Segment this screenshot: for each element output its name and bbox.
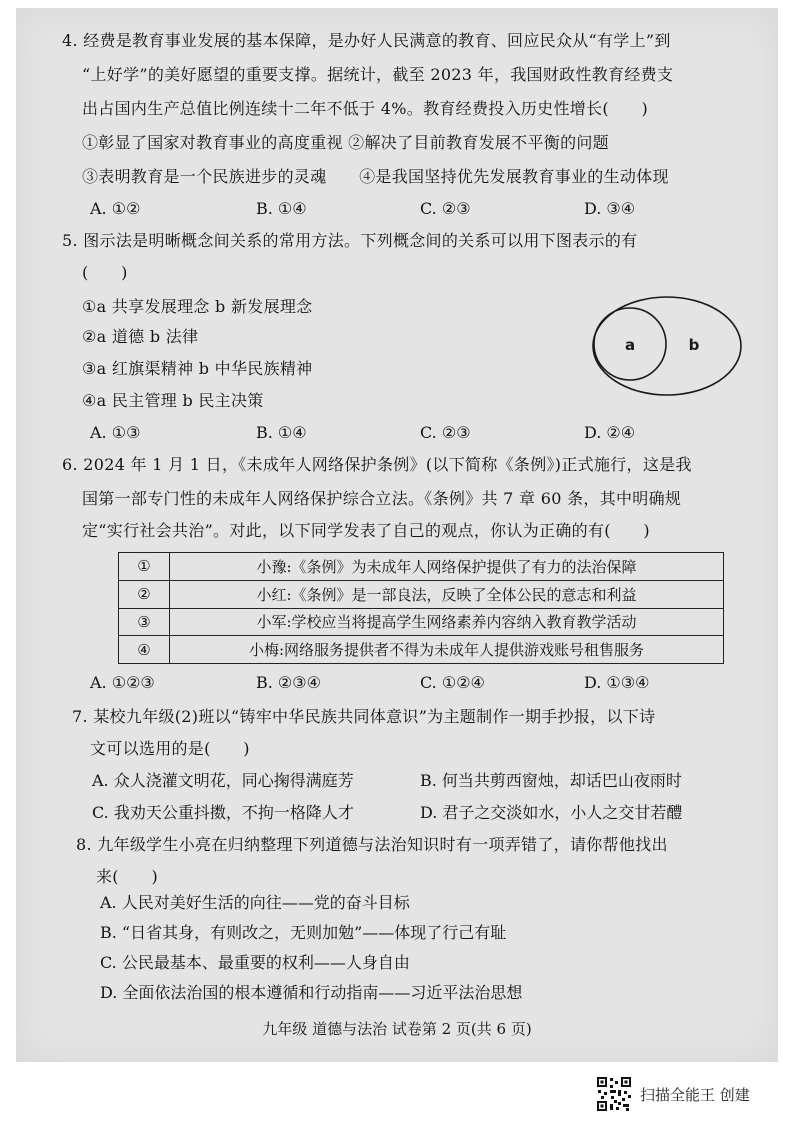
table-cell-num: ③ [119, 608, 170, 636]
q4-line-2: “上好学”的美好愿望的重要支撑。据统计，截至 2023 年，我国财政性教育经费支 [82, 65, 674, 84]
table-cell-num: ② [119, 580, 170, 608]
q8-option-a: A. 人民对美好生活的向往——党的奋斗目标 [100, 893, 410, 912]
q5-option-d: D. ②④ [584, 423, 636, 442]
table-row [119, 608, 724, 636]
label-b: b [688, 336, 700, 354]
q6-line-3: 定“实行社会共治”。对此，以下同学发表了自己的观点，你认为正确的有( ) [82, 521, 650, 540]
q5-option-a: A. ①③ [90, 423, 141, 442]
q5-line-1: 5. 图示法是明晰概念间关系的常用方法。下列概念间的关系可以用下图表示的有 [62, 231, 638, 250]
q4-line-3: 出占国内生产总值比例连续十二年不低于 4%。教育经费投入历史性增长( ) [82, 99, 649, 118]
table-cell-text: 小梅:网络服务提供者不得为未成年人提供游戏账号租售服务 [170, 636, 724, 664]
q4-option-c: C. ②③ [420, 199, 471, 218]
q6-line-1: 6. 2024 年 1 月 1 日，《未成年人网络保护条例》(以下简称《条例》)正式施行，这是我 [62, 455, 692, 474]
q5-option-c: C. ②③ [420, 423, 471, 442]
table-row [119, 553, 724, 581]
opinion-table [118, 552, 724, 664]
q6-option-a: A. ①②③ [90, 673, 155, 692]
q7-option-a: A. 众人浇灌文明花，同心掬得满庭芳 [92, 771, 354, 790]
q5-option-b: B. ①④ [256, 423, 307, 442]
table-cell-text: 小豫:《条例》为未成年人网络保护提供了有力的法治保障 [170, 553, 724, 581]
exam-page [16, 8, 778, 1062]
q7-line-2: 文可以选用的是( ) [90, 739, 250, 758]
venn-diagram [590, 294, 746, 398]
q4-option-b: B. ①④ [256, 199, 307, 218]
q4-option-d: D. ③④ [584, 199, 636, 218]
q8-option-b: B. “日省其身，有则改之，无则加勉”——体现了行己有耻 [100, 923, 507, 942]
table-cell-num: ① [119, 553, 170, 581]
table-cell-text: 小红:《条例》是一部良法，反映了全体公民的意志和利益 [170, 580, 724, 608]
q8-option-d: D. 全面依法治国的根本遵循和行动指南——习近平法治思想 [100, 983, 523, 1002]
label-a: a [624, 336, 636, 354]
q5-item-4: ④a 民主管理 b 民主决策 [82, 391, 264, 410]
q4-line-5: ③表明教育是一个民族进步的灵魂 ④是我国坚持优先发展教育事业的生动体现 [82, 167, 669, 186]
q4-line-4: ①彰显了国家对教育事业的高度重视 ②解决了目前教育发展不平衡的问题 [82, 133, 609, 152]
q6-option-d: D. ①③④ [584, 673, 650, 692]
scanner-badge [596, 1074, 750, 1114]
q6-option-b: B. ②③④ [256, 673, 321, 692]
q8-line-1: 8. 九年级学生小亮在归纳整理下列道德与法治知识时有一项弄错了，请你帮他找出 [76, 835, 668, 854]
q4-line-1: 4. 经费是教育事业发展的基本保障，是办好人民满意的教育、回应民众从“有学上”到 [62, 31, 671, 50]
table-cell-num: ④ [119, 636, 170, 664]
qr-code-icon [596, 1076, 632, 1112]
q7-line-1: 7. 某校九年级(2)班以“铸牢中华民族共同体意识”为主题制作一期手抄报，以下诗 [72, 707, 656, 726]
scanner-badge-text: 扫描全能王 创建 [640, 1085, 750, 1104]
q7-option-c: C. 我劝天公重抖擞，不拘一格降人才 [92, 803, 354, 822]
q6-option-c: C. ①②④ [420, 673, 485, 692]
page-footer: 九年级 道德与法治 试卷第 2 页(共 6 页) [262, 1020, 532, 1038]
q8-line-2: 来( ) [96, 867, 158, 886]
q6-line-2: 国第一部专门性的未成年人网络保护综合立法。《条例》共 7 章 60 条，其中明确规 [82, 489, 682, 508]
q5-item-3: ③a 红旗渠精神 b 中华民族精神 [82, 359, 313, 378]
q7-option-b: B. 何当共剪西窗烛，却话巴山夜雨时 [420, 771, 682, 790]
table-cell-text: 小军:学校应当将提高学生网络素养内容纳入教育教学活动 [170, 608, 724, 636]
table-row [119, 636, 724, 664]
q5-item-1: ①a 共享发展理念 b 新发展理念 [82, 297, 313, 316]
q8-option-c: C. 公民最基本、最重要的权利——人身自由 [100, 953, 410, 972]
q5-line-2: ( ) [82, 263, 128, 282]
q4-option-a: A. ①② [90, 199, 141, 218]
q5-item-2: ②a 道德 b 法律 [82, 327, 199, 346]
table-row [119, 580, 724, 608]
q7-option-d: D. 君子之交淡如水，小人之交甘若醴 [420, 803, 683, 822]
